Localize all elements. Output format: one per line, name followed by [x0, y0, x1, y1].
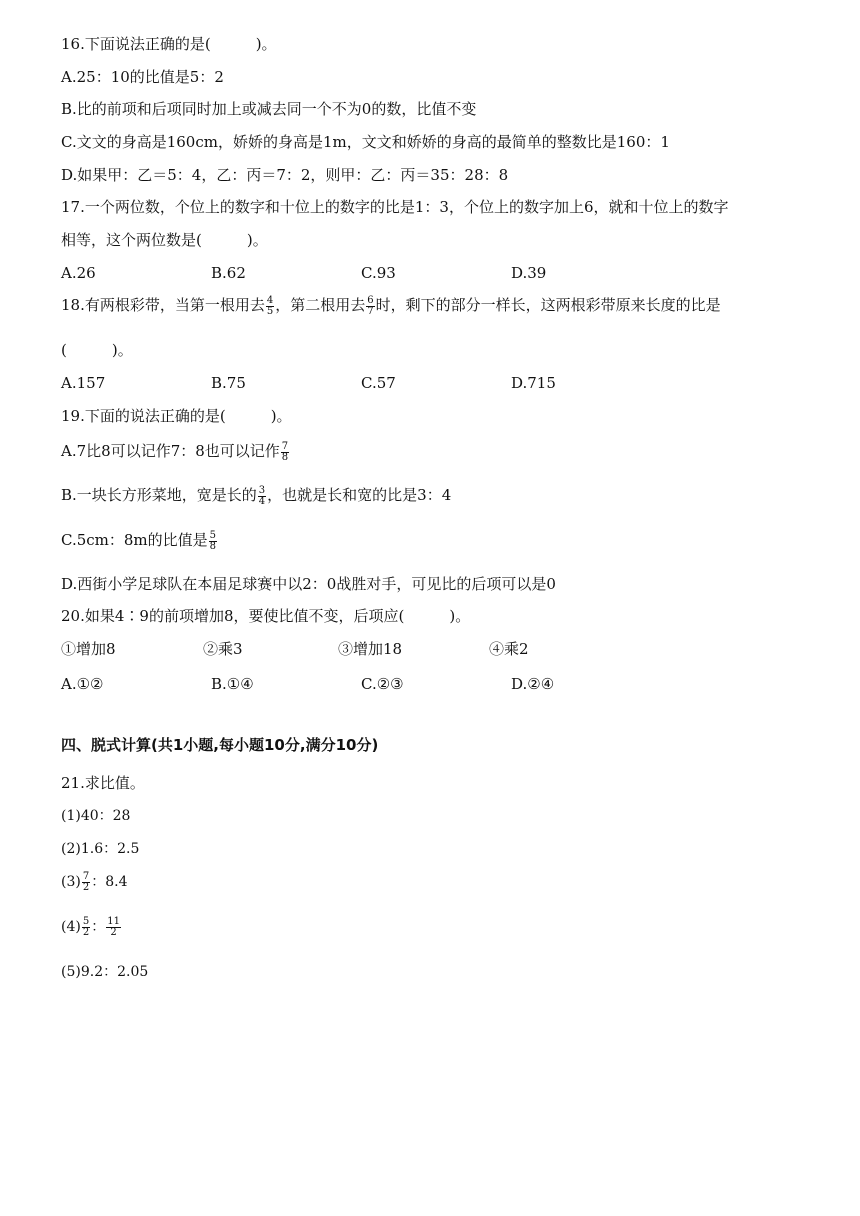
q20-option-b: B.①④: [211, 675, 254, 693]
q19-a-denominator: 8: [281, 451, 289, 463]
q21-stem: 21.求比值。: [61, 774, 145, 792]
q19-stem: 19.下面的说法正确的是( )。: [61, 407, 292, 425]
q17-option-a: A.26: [61, 264, 96, 282]
q18-stem-mid: ，第二根用去: [275, 296, 366, 314]
q19-c-denominator: 8: [209, 540, 217, 552]
q18-frac1-numerator: 4: [266, 294, 274, 306]
q16-option-c: C.文文的身高是160cm，娇娇的身高是1m，文文和娇娇的身高的最简单的整数比是160：1: [61, 133, 670, 151]
q18-stem-line1: [61, 294, 721, 317]
q21-part-4-mid: ：: [91, 919, 106, 935]
q19-option-a-fraction: [281, 442, 289, 463]
q19-option-c: [61, 529, 218, 552]
q21-p3-numerator: 7: [82, 870, 90, 882]
q18-option-a: A.157: [61, 374, 106, 392]
q20-choice-3: ③增加18: [338, 640, 403, 658]
section-4-heading: 四、脱式计算(共1小题,每小题10分,满分10分): [61, 736, 379, 754]
q18-option-b: B.75: [211, 374, 246, 392]
q19-option-a-text: A.7比8可以记作7：8也可以记作: [61, 442, 280, 460]
q18-fraction-2: [366, 296, 374, 317]
q17-stem-line1: 17.一个两位数，个位上的数字和十位上的数字的比是1：3，个位上的数字加上6，就和十位上的数字: [61, 198, 729, 216]
q18-fraction-1: [266, 296, 274, 317]
q21-part-4: [61, 916, 122, 938]
q21-p4-denominator-2: 2: [110, 926, 117, 938]
q19-option-c-text: C.5cm：8m的比值是: [61, 531, 208, 549]
q21-part-3-label: (3): [61, 874, 81, 890]
q20-stem: 20.如果4∶9的前项增加8，要使比值不变，后项应( )。: [61, 607, 471, 625]
q19-option-a: [61, 440, 290, 463]
q20-option-c: C.②③: [361, 675, 404, 693]
q18-stem-line2: ( )。: [61, 341, 133, 359]
q21-part-3-post: ：8.4: [91, 874, 128, 890]
q17-option-d: D.39: [511, 264, 547, 282]
q19-option-c-fraction: [209, 531, 217, 552]
q18-frac1-denominator: 5: [266, 305, 274, 317]
q21-part-5: (5)9.2：2.05: [61, 964, 149, 980]
q20-choice-1: ①增加8: [61, 640, 116, 658]
q19-option-b-fraction: [258, 486, 266, 507]
q17-stem-line2: 相等，这个两位数是( )。: [61, 231, 268, 249]
q19-c-numerator: 5: [209, 529, 217, 541]
q17-option-b: B.62: [211, 264, 246, 282]
q21-p4-denominator-1: 2: [82, 926, 90, 938]
q19-b-denominator: 4: [258, 495, 266, 507]
q19-option-b-text: B.一块长方形菜地，宽是长的: [61, 486, 257, 504]
q21-part-1: (1)40：28: [61, 808, 131, 824]
q20-choice-4: ④乘2: [489, 640, 529, 658]
q19-a-numerator: 7: [281, 440, 289, 452]
q21-p4-numerator-2: 11: [107, 915, 120, 927]
q21-part-3-fraction: [82, 872, 90, 893]
q18-frac2-numerator: 6: [367, 294, 374, 306]
q21-part-2: (2)1.6：2.5: [61, 841, 140, 857]
q20-option-a: A.①②: [61, 675, 104, 693]
q17-option-c: C.93: [361, 264, 396, 282]
q21-p3-denominator: 2: [82, 881, 90, 893]
q16-option-d: D.如果甲：乙＝5：4，乙：丙＝7：2，则甲：乙：丙＝35：28：8: [61, 166, 509, 184]
q18-frac2-denominator: 7: [367, 305, 374, 317]
q18-stem-post: 时，剩下的部分一样长，这两根彩带原来长度的比是: [375, 296, 721, 314]
q18-option-d: D.715: [511, 374, 556, 392]
q20-choice-2: ②乘3: [203, 640, 243, 658]
q19-b-numerator: 3: [258, 484, 266, 496]
q21-part-4-fraction-1: [82, 917, 90, 938]
q21-part-4-fraction-2: [106, 917, 121, 938]
q19-option-b: [61, 484, 451, 507]
q16-option-a: A.25：10的比值是5：2: [61, 68, 224, 86]
q20-option-d: D.②④: [511, 675, 555, 693]
q21-part-4-label: (4): [61, 919, 81, 935]
q19-option-d: D.西街小学足球队在本届足球赛中以2：0战胜对手，可见比的后项可以是0: [61, 575, 556, 593]
q19-option-b-post: ，也就是长和宽的比是3：4: [267, 486, 452, 504]
q18-stem-pre: 18.有两根彩带，当第一根用去: [61, 296, 265, 314]
q16-stem: 16.下面说法正确的是( )。: [61, 35, 277, 53]
q21-part-3: [61, 871, 127, 893]
q21-p4-numerator-1: 5: [82, 915, 90, 927]
q18-option-c: C.57: [361, 374, 396, 392]
q16-option-b: B.比的前项和后项同时加上或减去同一个不为0的数，比值不变: [61, 100, 477, 118]
